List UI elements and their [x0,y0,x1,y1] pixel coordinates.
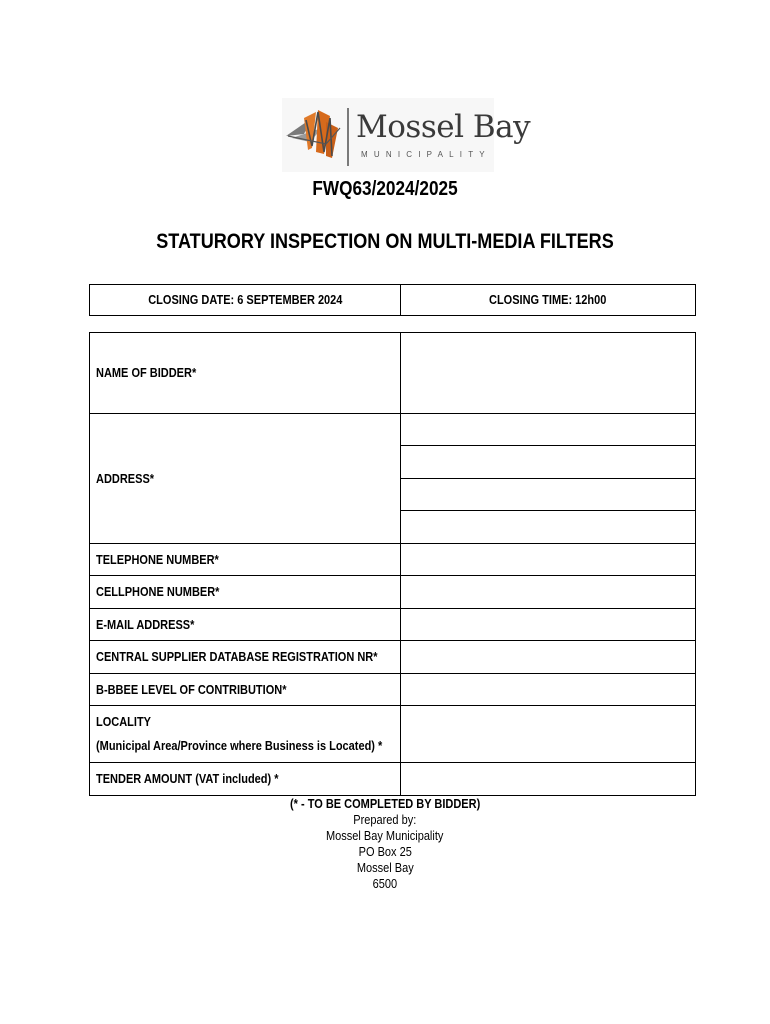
prepared-org: Mossel Bay Municipality [326,829,444,843]
table-row [90,763,696,796]
label-cell [90,763,401,796]
bbbee-field[interactable] [401,674,696,706]
address-line-3-field[interactable] [401,479,696,511]
table-row [90,414,696,446]
closing-time-cell [401,285,696,316]
table-row [90,576,696,609]
bidder-details-table [89,332,696,796]
table-row [90,674,696,706]
name-of-bidder-label: NAME OF BIDDER* [96,366,197,380]
closing-time: CLOSING TIME: 12h00 [489,293,607,307]
table-row [90,706,696,763]
email-field[interactable] [401,609,696,641]
label-cell [90,641,401,674]
address-label: ADDRESS* [96,471,155,486]
label-cell [90,544,401,576]
tender-amount-field[interactable] [401,763,696,796]
tender-amount-label: TENDER AMOUNT (VAT included) * [96,772,279,786]
label-cell [90,414,401,544]
label-cell [90,333,401,414]
label-cell [90,609,401,641]
locality-note: (Municipal Area/Province where Business is Located) * [96,739,383,753]
label-cell [90,674,401,706]
prepared-by: Prepared by: [353,813,417,827]
csd-field[interactable] [401,641,696,674]
locality-label: LOCALITY [96,715,151,729]
postal-code: 6500 [372,877,398,891]
footer [0,796,770,892]
csd-label: CENTRAL SUPPLIER DATABASE REGISTRATION NR* [96,650,378,664]
address-line-1-field[interactable] [401,414,696,446]
municipality-logo [282,98,531,172]
closing-date-cell [90,285,401,316]
po-box: PO Box 25 [358,845,412,859]
label-cell [90,706,401,763]
closing-table [89,284,696,316]
cellphone-field[interactable] [401,576,696,609]
table-row [90,609,696,641]
address-line-4-field[interactable] [401,511,696,544]
cellphone-label: CELLPHONE NUMBER* [96,585,220,599]
completion-note: (* - TO BE COMPLETED BY BIDDER) [289,797,481,811]
town: Mossel Bay [356,861,414,875]
closing-date: CLOSING DATE: 6 SEPTEMBER 2024 [147,293,343,307]
telephone-field[interactable] [401,544,696,576]
email-label: E-MAIL ADDRESS* [96,617,195,632]
locality-field[interactable] [401,706,696,763]
address-line-2-field[interactable] [401,446,696,479]
bbbee-label: B-BBEE LEVEL OF CONTRIBUTION* [96,682,287,697]
telephone-label: TELEPHONE NUMBER* [96,552,219,567]
label-cell [90,576,401,609]
tender-reference: FWQ63/2024/2025 [312,178,458,200]
document-title: STATURORY INSPECTION ON MULTI-MEDIA FILTERS [156,230,614,253]
table-row [90,333,696,414]
logo-name: Mossel Bay [356,109,531,145]
name-of-bidder-field[interactable] [401,333,696,414]
logo-subtitle: MUNICIPALITY [361,150,491,159]
table-row [90,544,696,576]
table-row [90,641,696,674]
